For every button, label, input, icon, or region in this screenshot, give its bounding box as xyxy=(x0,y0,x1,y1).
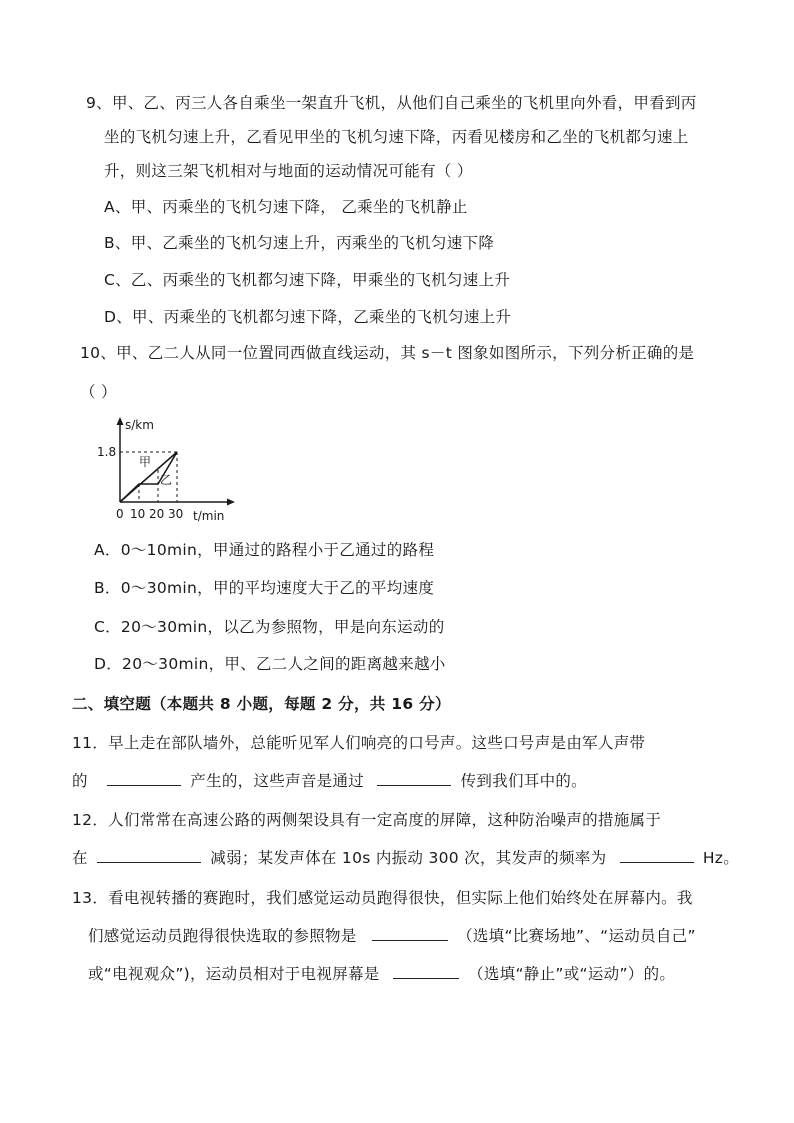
x-axis-label: t/min xyxy=(193,509,225,523)
q11-line-1: 11．早上走在部队墙外，总能听见军人们响亮的口号声。这些口号声是由军人声带 xyxy=(72,734,646,752)
q12-text-b: 减弱；某发声体在 10s 内振动 300 次，其发声的频率为 xyxy=(210,849,607,867)
q11-blank-1[interactable] xyxy=(107,771,181,786)
y-tick-label: 1.8 xyxy=(97,445,117,459)
q11-text-a: 的 xyxy=(72,772,88,790)
q11-line-2 xyxy=(72,771,587,791)
q9-option-d: D、甲、丙乘坐的飞机都匀速下降，乙乘坐的飞机匀速上升 xyxy=(104,308,512,326)
q10-line-1: 10、甲、乙二人从同一位置同西做直线运动，其 s－t 图象如图所示，下列分析正确的是 xyxy=(80,344,695,362)
q12-text-c: Hz。 xyxy=(702,849,740,867)
q10-option-c: C．20～30min，以乙为参照物，甲是向东运动的 xyxy=(94,618,445,636)
section-2-title: 二、填空题（本题共 8 小题，每题 2 分，共 16 分） xyxy=(72,695,451,713)
x-tick-30: 30 xyxy=(168,507,184,521)
q13-blank-2[interactable] xyxy=(393,964,459,979)
q12-text-a: 在 xyxy=(72,849,88,867)
q13-line-1: 13．看电视转播的赛跑时，我们感觉运动员跑得很快，但实际上他们始终处在屏幕内。我 xyxy=(72,889,693,907)
q11-text-b: 产生的，这些声音是通过 xyxy=(190,772,365,790)
q12-blank-1[interactable] xyxy=(97,848,201,863)
q9-line-1: 9、甲、乙、丙三人各自乘坐一架直升飞机，从他们自己乘坐的飞机里向外看，甲看到丙 xyxy=(86,94,697,112)
q10-st-graph xyxy=(95,412,245,527)
q9-option-c: C、乙、丙乘坐的飞机都匀速下降，甲乘坐的飞机匀速上升 xyxy=(104,271,511,289)
q12-blank-2[interactable] xyxy=(620,848,694,863)
y-axis-arrow xyxy=(117,417,124,425)
q13-line-2 xyxy=(88,926,696,946)
x-tick-20: 20 xyxy=(149,507,165,521)
y-axis-label: s/km xyxy=(125,418,154,432)
label-jia: 甲 xyxy=(139,455,152,469)
q10-option-a: A．0～10min，甲通过的路程小于乙通过的路程 xyxy=(94,541,435,559)
x-tick-10: 10 xyxy=(130,507,146,521)
label-yi: 乙 xyxy=(160,473,173,487)
q13-text-d: （选填“静止”或“运动”）的。 xyxy=(468,965,676,983)
q9-option-b: B、甲、乙乘坐的飞机匀速上升，丙乘坐的飞机匀速下降 xyxy=(104,234,495,252)
q13-line-3 xyxy=(88,964,675,984)
q10-option-d: D．20～30min，甲、乙二人之间的距离越来越小 xyxy=(94,655,446,673)
q11-text-c: 传到我们耳中的。 xyxy=(460,772,587,790)
q10-line-2: （ ） xyxy=(80,383,117,401)
q13-text-a: 们感觉运动员跑得很快选取的参照物是 xyxy=(88,927,357,945)
q13-text-c: 或“电视观众”)，运动员相对于电视屏幕是 xyxy=(88,965,380,983)
q12-line-1: 12．人们常常在高速公路的两侧架设具有一定高度的屏障，这种防治噪声的措施属于 xyxy=(72,811,662,829)
q11-blank-2[interactable] xyxy=(377,771,451,786)
x-axis-arrow xyxy=(227,499,235,506)
q13-text-b: （选填“比赛场地”、“运动员自己” xyxy=(457,927,696,945)
q9-line-3: 升，则这三架飞机相对与地面的运动情况可能有（ ） xyxy=(104,162,473,180)
x-tick-0: 0 xyxy=(116,507,124,521)
q9-line-2: 坐的飞机匀速上升，乙看见甲坐的飞机匀速下降，丙看见楼房和乙坐的飞机都匀速上 xyxy=(104,128,689,146)
q12-line-2 xyxy=(72,848,739,868)
q9-option-a: A、甲、丙乘坐的飞机匀速下降， 乙乘坐的飞机静止 xyxy=(104,198,468,216)
q10-option-b: B．0～30min，甲的平均速度大于乙的平均速度 xyxy=(94,579,435,597)
q13-blank-1[interactable] xyxy=(372,926,448,941)
